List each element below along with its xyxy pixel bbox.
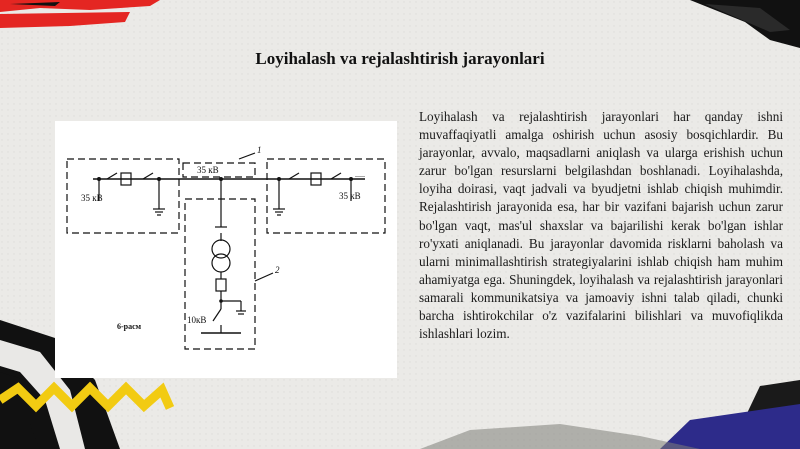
substation-diagram [55, 121, 397, 378]
slide-title: Loyihalash va rejalashtirish jarayonlari [255, 49, 545, 69]
label-left-voltage: 35 кВ [81, 193, 103, 203]
diagram-ellipsis: ..... [355, 170, 365, 179]
callout-2: 2 [275, 265, 280, 275]
busbar-box [183, 163, 255, 177]
label-right-voltage: 35 кВ [339, 191, 361, 201]
slide-body-text: Loyihalash va rejalashtirish jarayonlari har qanday ishni muvaffaqiyatli amalga oshirish uchun asosiy bosqichlardir. Bu jarayonlar, avvalo, maqsadlarni aniqlash va ularga erishish uchun zarur bo'lgan resurslarni belgilashdan boshlanadi. Loyihalashda, loyiha doirasi, vaqt jadvali va byudjetni ishlab chiqish muhimdir. Rejalashtirish jarayonida esa, har bir vazifani bajarish uchun zarur bo'lgan vaqt, mas'ul shaxslar va bajarilishi kerak bo'lgan ishlar ro'yxati aniqlanadi. Bu jarayonlar davomida risklarni baholash va ularni minimallashtirish strategiyalarini ishlab chiqish ham muhim ahamiyatga ega. Shuningdek, loyihalash va rejalashtirish jarayonlari samarali kommunikatsiya va jamoaviy ishni talab qiladi, chunki barcha ishtirokchilar o'z vazifalarini bilishlari va muvofiqlikda ishlashlari lozim. [419, 109, 783, 342]
circuit-diagram-svg [55, 121, 397, 378]
label-low-voltage: 10кВ [187, 315, 207, 325]
figure-caption: 6-расм [117, 322, 142, 331]
callout-1: 1 [257, 145, 262, 155]
label-center-voltage: 35 кВ [197, 165, 219, 175]
low-voltage-breaker [216, 279, 226, 291]
transformer-bay-box [185, 199, 255, 349]
right-bay-box [267, 159, 385, 233]
